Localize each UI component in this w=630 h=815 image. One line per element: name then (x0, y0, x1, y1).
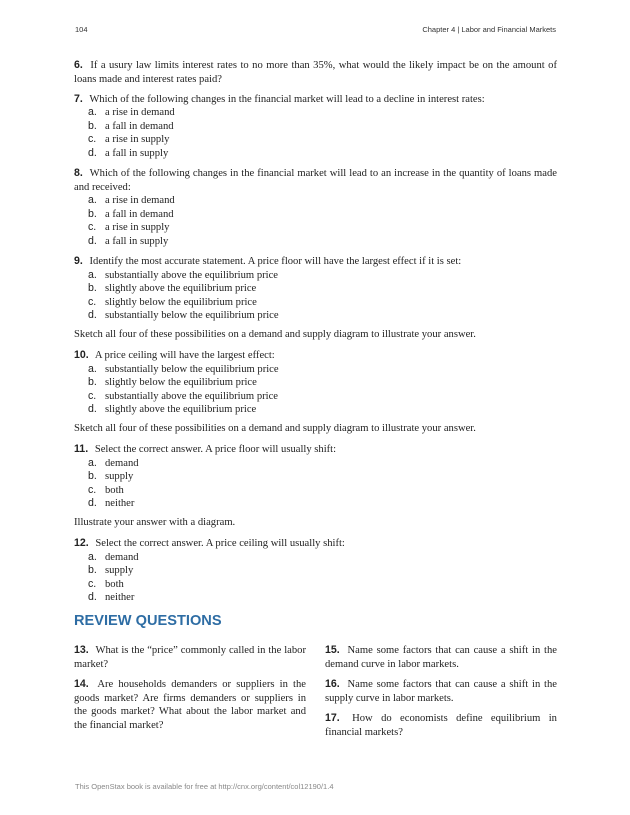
answer-option (74, 564, 557, 578)
question-block (325, 678, 557, 705)
option-text: demand (105, 551, 139, 563)
question-prompt: How do economists define equilibrium in financial markets? (325, 713, 557, 738)
question-text (325, 712, 557, 739)
option-text: a fall in demand (105, 120, 174, 132)
option-letter: b. (88, 564, 97, 576)
option-letter: a. (88, 106, 97, 118)
option-letter: b. (88, 470, 97, 482)
question-prompt: Name some factors that can cause a shift in the demand curve in labor markets. (325, 645, 557, 670)
question-number: 12. (74, 537, 89, 549)
question-block (74, 255, 557, 341)
answer-option (74, 269, 557, 283)
option-letter: d. (88, 309, 97, 321)
option-letter: a. (88, 550, 97, 563)
option-letter: c. (88, 221, 97, 233)
option-text: slightly below the equilibrium price (105, 296, 257, 308)
question-number: 9. (74, 255, 83, 267)
answer-option (74, 484, 557, 498)
option-text: a rise in supply (105, 134, 170, 145)
question-text (74, 93, 557, 107)
question-number: 7. (74, 92, 83, 105)
question-text (74, 644, 306, 671)
option-letter: c. (88, 483, 97, 496)
option-letter: d. (88, 234, 97, 247)
option-text: supply (105, 565, 134, 576)
answer-option (74, 403, 557, 417)
question-text (74, 167, 557, 194)
question-number: 17. (325, 712, 340, 724)
question-block (74, 93, 557, 161)
answer-options (74, 106, 557, 160)
option-text: neither (105, 592, 135, 603)
question-text (325, 678, 557, 705)
chapter-title: Chapter 4 | Labor and Financial Markets (422, 25, 556, 34)
option-text: neither (105, 498, 135, 509)
question-number: 11. (74, 443, 89, 455)
page-number: 104 (75, 25, 88, 34)
option-letter: b. (88, 282, 97, 294)
option-text: supply (105, 471, 134, 482)
question-text (74, 678, 306, 732)
option-text: both (105, 484, 124, 496)
review-questions-heading: REVIEW QUESTIONS (74, 613, 222, 629)
question-block (74, 167, 557, 248)
answer-option (74, 376, 557, 390)
option-text: demand (105, 457, 139, 469)
page-header (75, 25, 556, 34)
question-note: Sketch all four of these possibilities on a demand and supply diagram to illustrate your answer. (74, 422, 476, 434)
answer-option (74, 497, 557, 511)
option-text: slightly above the equilibrium price (105, 283, 257, 294)
question-block (325, 712, 557, 739)
answer-option (74, 208, 557, 222)
answer-option (74, 457, 557, 471)
answer-option (74, 296, 557, 310)
option-letter: a. (88, 362, 97, 375)
question-prompt: Name some factors that can cause a shift in the supply curve in labor markets. (325, 679, 557, 704)
answer-option (74, 106, 557, 120)
question-number: 14. (74, 678, 89, 690)
question-text (74, 537, 557, 551)
question-number: 8. (74, 167, 83, 179)
question-text (74, 59, 557, 86)
option-text: substantially below the equilibrium price (105, 310, 279, 321)
review-questions (74, 644, 557, 746)
option-text: a fall in demand (105, 208, 174, 220)
question-number: 6. (74, 59, 83, 71)
question-text (74, 255, 557, 269)
option-text: a rise in supply (105, 222, 170, 233)
option-text: substantially above the equilibrium price (105, 390, 278, 402)
option-letter: d. (88, 403, 97, 415)
question-prompt: Which of the following changes in the financial market will lead to an increase in the quantity of loans made and received: (74, 168, 557, 193)
answer-option (74, 120, 557, 134)
answer-option (74, 578, 557, 592)
question-text (74, 349, 557, 363)
question-prompt: Select the correct answer. A price ceiling will usually shift: (95, 538, 345, 549)
answer-options (74, 457, 557, 511)
question-block (74, 678, 306, 732)
question-prompt: Identify the most accurate statement. A price floor will have the largest effect if it is set: (89, 256, 462, 267)
option-text: a fall in supply (105, 235, 169, 247)
option-letter: d. (88, 591, 97, 603)
answer-options (74, 194, 557, 248)
option-letter: c. (88, 133, 97, 145)
option-text: both (105, 578, 124, 590)
option-text: substantially below the equilibrium price (105, 363, 279, 375)
option-letter: b. (88, 376, 97, 388)
option-letter: b. (88, 119, 97, 132)
option-text: slightly below the equilibrium price (105, 377, 257, 388)
question-text (325, 644, 557, 671)
answer-option (74, 551, 557, 565)
answer-option (74, 194, 557, 208)
question-prompt: Are households demanders or suppliers in the goods market? Are firms demanders or suppliers in the goods market? What about the labor market and the financial market? (74, 679, 306, 731)
option-text: substantially above the equilibrium price (105, 269, 278, 281)
answer-option (74, 221, 557, 235)
option-text: a fall in supply (105, 147, 169, 159)
question-prompt: What is the “price” commonly called in the labor market? (74, 645, 306, 670)
question-note: Illustrate your answer with a diagram. (74, 516, 236, 528)
question-prompt: Select the correct answer. A price floor will usually shift: (94, 444, 337, 455)
review-column-left (74, 644, 306, 746)
question-prompt: Which of the following changes in the financial market will lead to a decline in interest rates: (89, 93, 485, 105)
option-text: slightly above the equilibrium price (105, 404, 257, 415)
option-letter: a. (88, 194, 97, 206)
answer-option (74, 147, 557, 161)
question-block (74, 537, 557, 605)
answer-option (74, 133, 557, 147)
question-prompt: If a usury law limits interest rates to no more than 35%, what would the likely impact be on the amount of loans made and interest rates paid? (74, 60, 557, 85)
question-number: 16. (325, 678, 340, 690)
option-letter: a. (88, 456, 97, 469)
answer-option (74, 470, 557, 484)
question-number: 13. (74, 644, 89, 656)
question-block (74, 349, 557, 435)
answer-option (74, 235, 557, 249)
question-block (74, 59, 557, 86)
option-text: a rise in demand (105, 107, 175, 118)
question-block (325, 644, 557, 671)
answer-options (74, 269, 557, 323)
exercise-list (74, 59, 557, 612)
question-text (74, 443, 557, 457)
option-letter: c. (88, 295, 97, 308)
option-letter: c. (88, 577, 97, 590)
answer-option (74, 591, 557, 605)
option-letter: d. (88, 497, 97, 509)
question-note: Sketch all four of these possibilities on a demand and supply diagram to illustrate your answer. (74, 328, 476, 340)
question-number: 10. (74, 349, 89, 361)
page-footer: This OpenStax book is available for free at http://cnx.org/content/col12190/1.4 (75, 782, 334, 791)
question-block (74, 443, 557, 529)
answer-option (74, 390, 557, 404)
option-letter: a. (88, 268, 97, 281)
question-prompt: A price ceiling will have the largest effect: (94, 350, 275, 361)
answer-options (74, 363, 557, 417)
option-letter: b. (88, 207, 97, 220)
answer-option (74, 309, 557, 323)
option-letter: d. (88, 146, 97, 159)
answer-option (74, 282, 557, 296)
answer-options (74, 551, 557, 605)
answer-option (74, 363, 557, 377)
review-column-right (325, 644, 557, 746)
question-block (74, 644, 306, 671)
option-letter: c. (88, 389, 97, 402)
option-text: a rise in demand (105, 195, 175, 206)
question-number: 15. (325, 644, 340, 656)
